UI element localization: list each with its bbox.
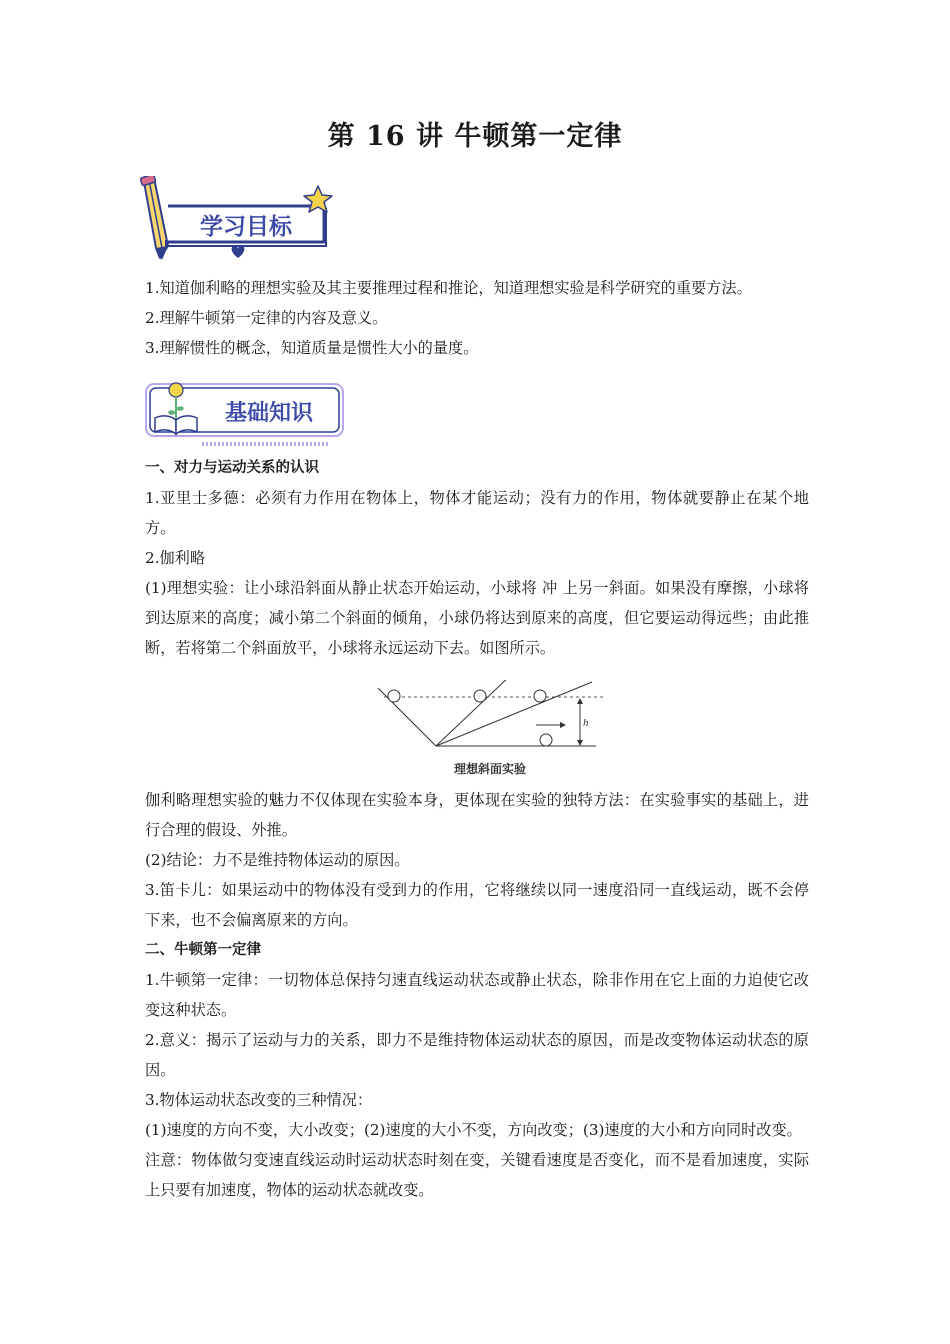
- ball: [388, 690, 400, 702]
- ball: [474, 690, 486, 702]
- section-newton-first-law: [145, 785, 809, 1205]
- section-force-motion: [145, 453, 809, 663]
- steep-incline: [436, 680, 512, 746]
- arrow-head-icon: [560, 722, 566, 728]
- decorative-stripes: [203, 442, 327, 446]
- section-heading: 一、对力与运动关系的认识: [145, 460, 319, 476]
- shallow-incline: [436, 682, 592, 746]
- document-title: 第 16 讲 牛顿第一定律: [327, 121, 623, 152]
- basic-knowledge-badge-graphic: [143, 378, 349, 448]
- pencil-icon: [140, 176, 168, 260]
- paragraph: 1.亚里士多德：必须有力作用在物体上，物体才能运动；没有力的作用，物体就要静止在某个地方。: [145, 489, 809, 537]
- paragraph: 1.牛顿第一定律：一切物体总保持匀速直线运动状态或静止状态，除非作用在它上面的力迫使它改变这种状态。: [145, 971, 809, 1019]
- learning-goals-list: [145, 273, 809, 363]
- goal-item: 1.知道伽利略的理想实验及其主要推理过程和推论，知道理想实验是科学研究的重要方法。: [145, 279, 752, 297]
- learning-goals-badge: [138, 176, 338, 264]
- paragraph: (1)速度的方向不变，大小改变；(2)速度的大小不变，方向改变；(3)速度的大小和方向同时改变。: [145, 1121, 802, 1139]
- paragraph: 伽利略理想实验的魅力不仅体现在实验本身，更体现在实验的独特方法：在实验事实的基础上，进行合理的假设、外推。: [145, 791, 809, 839]
- paragraph: 2.伽利略: [145, 549, 206, 567]
- learning-goals-badge-graphic: [138, 176, 338, 264]
- paragraph: 2.意义：揭示了运动与力的关系，即力不是维持物体运动状态的原因，而是改变物体运动状态的原因。: [145, 1031, 809, 1079]
- learning-goals-label: 学习目标: [200, 214, 292, 240]
- paragraph: 3.笛卡儿：如果运动中的物体没有受到力的作用，它将继续以同一速度沿同一直线运动，既不会停下来，也不会偏离原来的方向。: [145, 881, 809, 929]
- basic-knowledge-label: 基础知识: [224, 401, 314, 426]
- ball: [540, 734, 552, 746]
- section-heading: 二、牛顿第一定律: [145, 942, 261, 958]
- goal-item: 3.理解惯性的概念，知道质量是惯性大小的量度。: [145, 339, 479, 357]
- goal-item: 2.理解牛顿第一定律的内容及意义。: [145, 309, 388, 327]
- height-label: h: [583, 717, 589, 729]
- paragraph: (1)理想实验：让小球沿斜面从静止状态开始运动，小球将 冲 上另一斜面。如果没有摩擦，小球将到达原来的高度；减小第二个斜面的倾角，小球仍将达到原来的高度，但它要运动得远些；由此推断，若将第二个斜面放平，小球将永远运动下去。如图所示。: [145, 579, 809, 657]
- basic-knowledge-badge: [143, 378, 349, 448]
- figure-caption: 理想斜面实验: [453, 762, 526, 776]
- paragraph: 注意：物体做匀变速直线运动时运动状态时刻在变，关键看速度是否变化，而不是看加速度，实际上只要有加速度，物体的运动状态就改变。: [145, 1151, 809, 1199]
- heart-icon: [232, 246, 245, 258]
- ball: [534, 690, 546, 702]
- paragraph: (2)结论：力不是维持物体运动的原因。: [145, 851, 410, 869]
- paragraph: 3.物体运动状态改变的三种情况：: [145, 1091, 373, 1109]
